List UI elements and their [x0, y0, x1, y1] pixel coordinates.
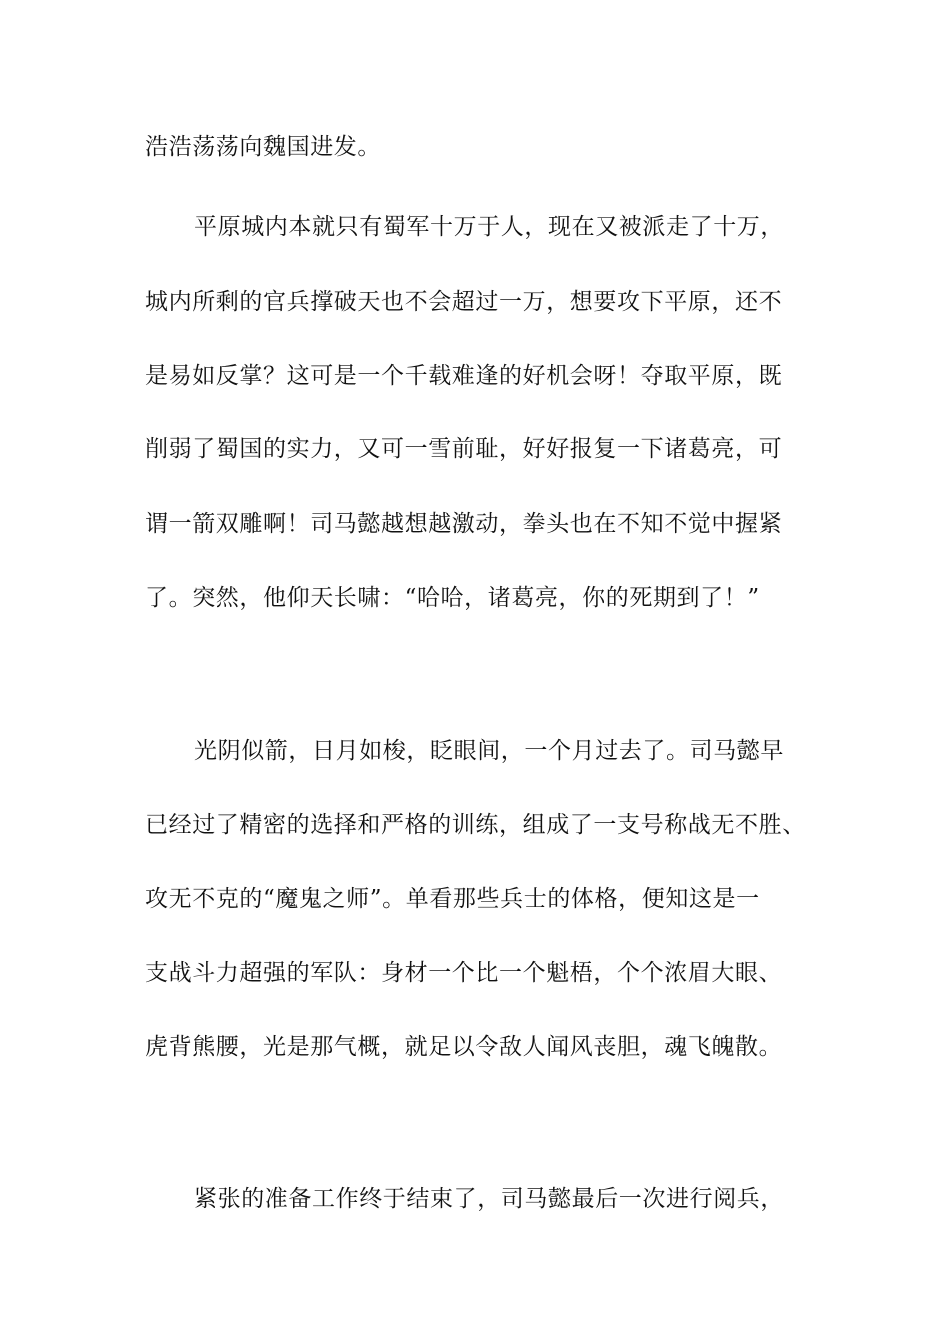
paragraph-first-line: 紧张的准备工作终于结束了，司马懿最后一次进行阅兵， — [194, 1186, 784, 1212]
text-line: 支战斗力超强的军队：身材一个比一个魁梧，个个浓眉大眼、 — [145, 960, 783, 986]
text-line: 谓一箭双雕啊！司马懿越想越激动，拳头也在不知不觉中握紧 — [145, 511, 783, 537]
text-line: 已经过了精密的选择和严格的训练，组成了一支号称战无不胜、 — [145, 812, 806, 838]
text-line: 是易如反掌？这可是一个千载难逢的好机会呀！夺取平原，既 — [145, 363, 783, 389]
text-line: 城内所剩的官兵撑破天也不会超过一万，想要攻下平原，还不 — [145, 289, 783, 315]
text-line: 攻无不克的“魔鬼之师”。单看那些兵士的体格，便知这是一 — [145, 886, 760, 912]
text-line: 削弱了蜀国的实力，又可一雪前耻，好好报复一下诸葛亮，可 — [145, 436, 783, 462]
text-line: 虎背熊腰，光是那气概，就足以令敌人闻风丧胆，魂飞魄散。 — [145, 1034, 783, 1060]
text-line: 了。突然，他仰天长啸：“哈哈，诸葛亮，你的死期到了！” — [145, 585, 760, 611]
paragraph-first-line: 平原城内本就只有蜀军十万于人，现在又被派走了十万， — [194, 214, 784, 240]
text-line: 浩浩荡荡向魏国进发。 — [145, 134, 381, 160]
paragraph-first-line: 光阴似箭，日月如梭，眨眼间，一个月过去了。司马懿早 — [194, 738, 784, 764]
